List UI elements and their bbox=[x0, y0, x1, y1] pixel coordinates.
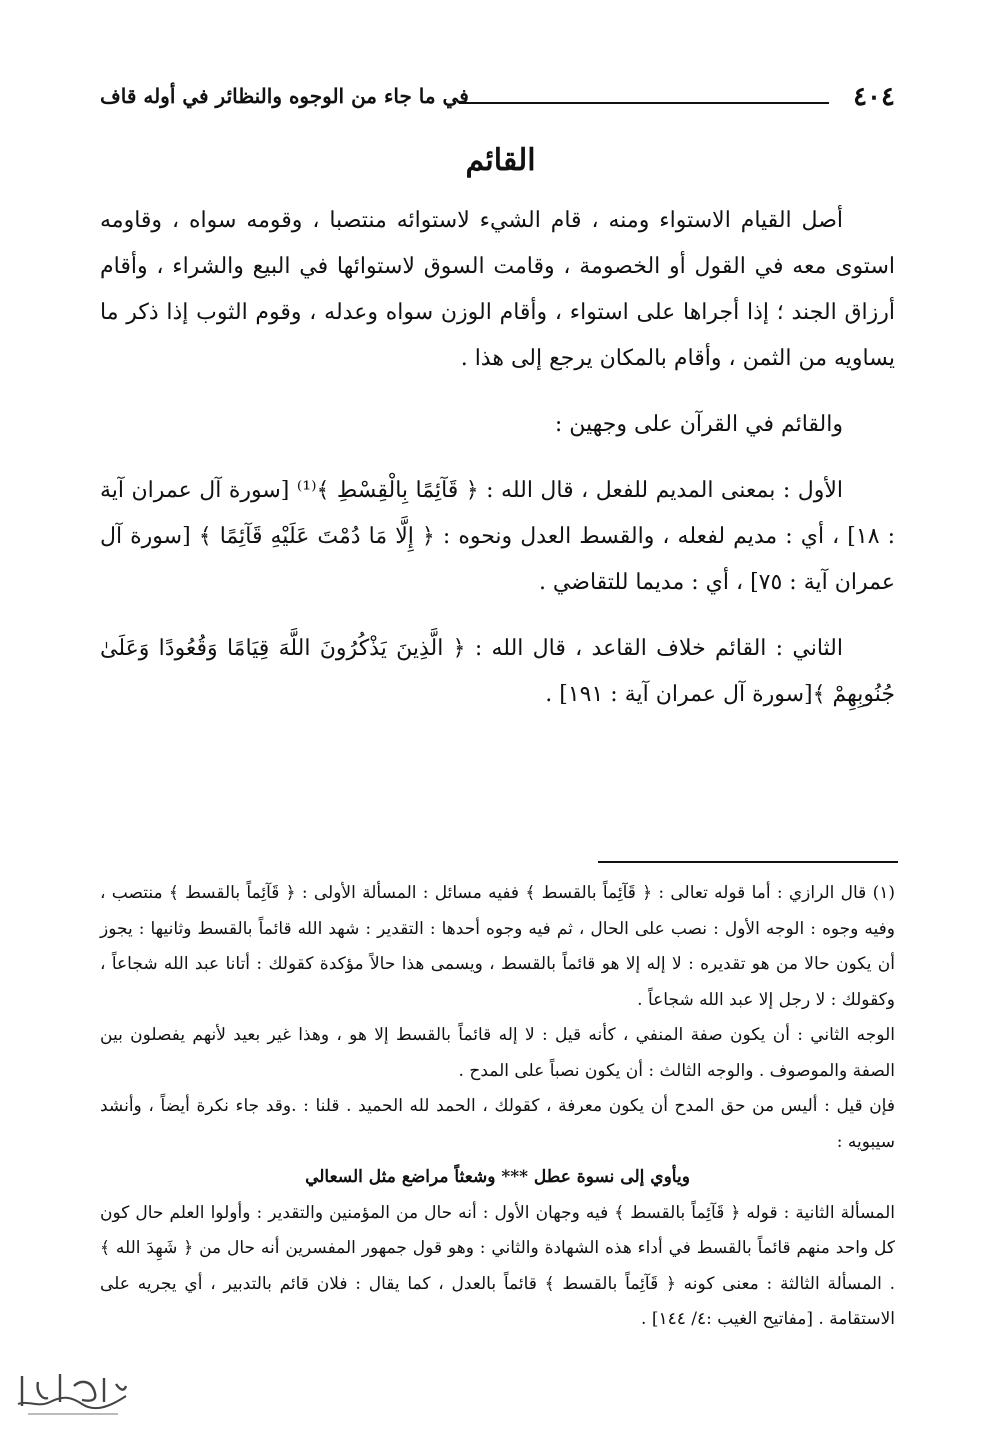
footnote-separator bbox=[598, 861, 898, 863]
header-rule bbox=[459, 102, 829, 104]
paragraph-definition: أصل القيام الاستواء ومنه ، قام الشيء لاستوائه منتصبا ، وقومه سواه ، وقاومه استوى معه في القول أو الخصومة ، وقامت السوق لاستوائها في البيع والشراء ، وأقام أرزاق الجند ؛ إذا أجراها على استواء ، وأقام الوزن سواه وعدله ، وقوم الثوب إذا ذكر ما يساويه من الثمن ، وأقام بالمكان يرجع إلى هذا . bbox=[100, 208, 895, 371]
footnote-verse: ويأوي إلى نسوة عطل *** وشعثاً مراضع مثل السعالي bbox=[305, 1167, 690, 1187]
footnotes bbox=[100, 876, 895, 1338]
footnote-paragraph: المسألة الثانية : قوله ﴿ قَآئِماً بالقسط ﴾ فيه وجهان الأول : أنه حال من المؤمنين والتقدير : وأولوا العلم حال كون كل واحد منهم قائماً بالقسط في أداء هذه الشهادة والثاني : وهو قول جمهور المفسرين أنه حال من ﴿ شَهِدَ الله ﴾ . المسألة الثالثة : معنى كونه ﴿ قَآئِماً بالقسط ﴾ قائماً بالعدل ، كما يقال : فلان قائم بالتدبير ، أي يجريه على الاستقامة . [مفاتيح الغيب :٤/ ١٤٤] . bbox=[100, 1202, 895, 1329]
footnote-paragraph: فإن قيل : أليس من حق المدح أن يكون معرفة ، كقولك ، الحمد لله الحميد . قلنا : .وقد جاء نكرة أيضاً ، وأنشد سيبويه : bbox=[100, 1096, 895, 1152]
paragraph-meaning-two: الثاني : القائم خلاف القاعد ، قال الله : ﴿ الَّذِينَ يَذْكُرُونَ اللَّهَ قِيَامًا وَقُعُودًا وَعَلَىٰ جُنُوبِهِمْ ﴾[سورة آل عمران آية : ١٩١] . bbox=[100, 636, 895, 707]
page-number: ٤٠٤ bbox=[853, 82, 895, 112]
running-header bbox=[100, 82, 895, 122]
footnote-paragraph: (١) قال الرازي : أما قوله تعالى : ﴿ قَآئِماً بالقسط ﴾ ففيه مسائل : المسألة الأولى : ﴿ قَآئِماً بالقسط ﴾ منتصب ، وفيه وجوه : الوجه الأول : نصب على الحال ، ثم فيه وجوه أحدها : التقدير : شهد الله قائماً بالقسط وثانيها : يجوز أن يكون حالا من هو تقديره : لا إله إلا هو قائماً بالقسط ، ويسمى هذا حالاً مؤكدة كقولك : أتانا عبد الله شجاعاً ، وكقولك : لا رجل إلا عبد الله شجاعاً . bbox=[100, 883, 895, 1010]
entry-title: القائم bbox=[465, 143, 536, 178]
library-stamp-logo bbox=[8, 1356, 136, 1420]
running-title: في ما جاء من الوجوه والنظائر في أوله قاف bbox=[100, 84, 469, 108]
footnote-paragraph: الوجه الثاني : أن يكون صفة المنفي ، كأنه قيل : لا إله قائماً بالقسط إلا هو ، وهذا غير بعيد لأنهم يفصلون بين الصفة والموصوف . والوجه الثالث : أن يكون نصباً على المدح . bbox=[100, 1025, 895, 1081]
paragraph-intro: والقائم في القرآن على وجهين : bbox=[554, 412, 843, 437]
main-text bbox=[100, 198, 895, 718]
paragraph-meaning-one: الأول : بمعنى المديم للفعل ، قال الله : ﴿ قَآئِمًا بِالْقِسْطِ ﴾⁽¹⁾ [سورة آل عمران آية : ١٨] ، أي : مديم لفعله ، والقسط العدل ونحوه : ﴿ إِلَّا مَا دُمْتَ عَلَيْهِ قَآئِمًا ﴾ [سورة آل عمران آية : ٧٥] ، أي : مديما للتقاضي . bbox=[100, 478, 895, 595]
